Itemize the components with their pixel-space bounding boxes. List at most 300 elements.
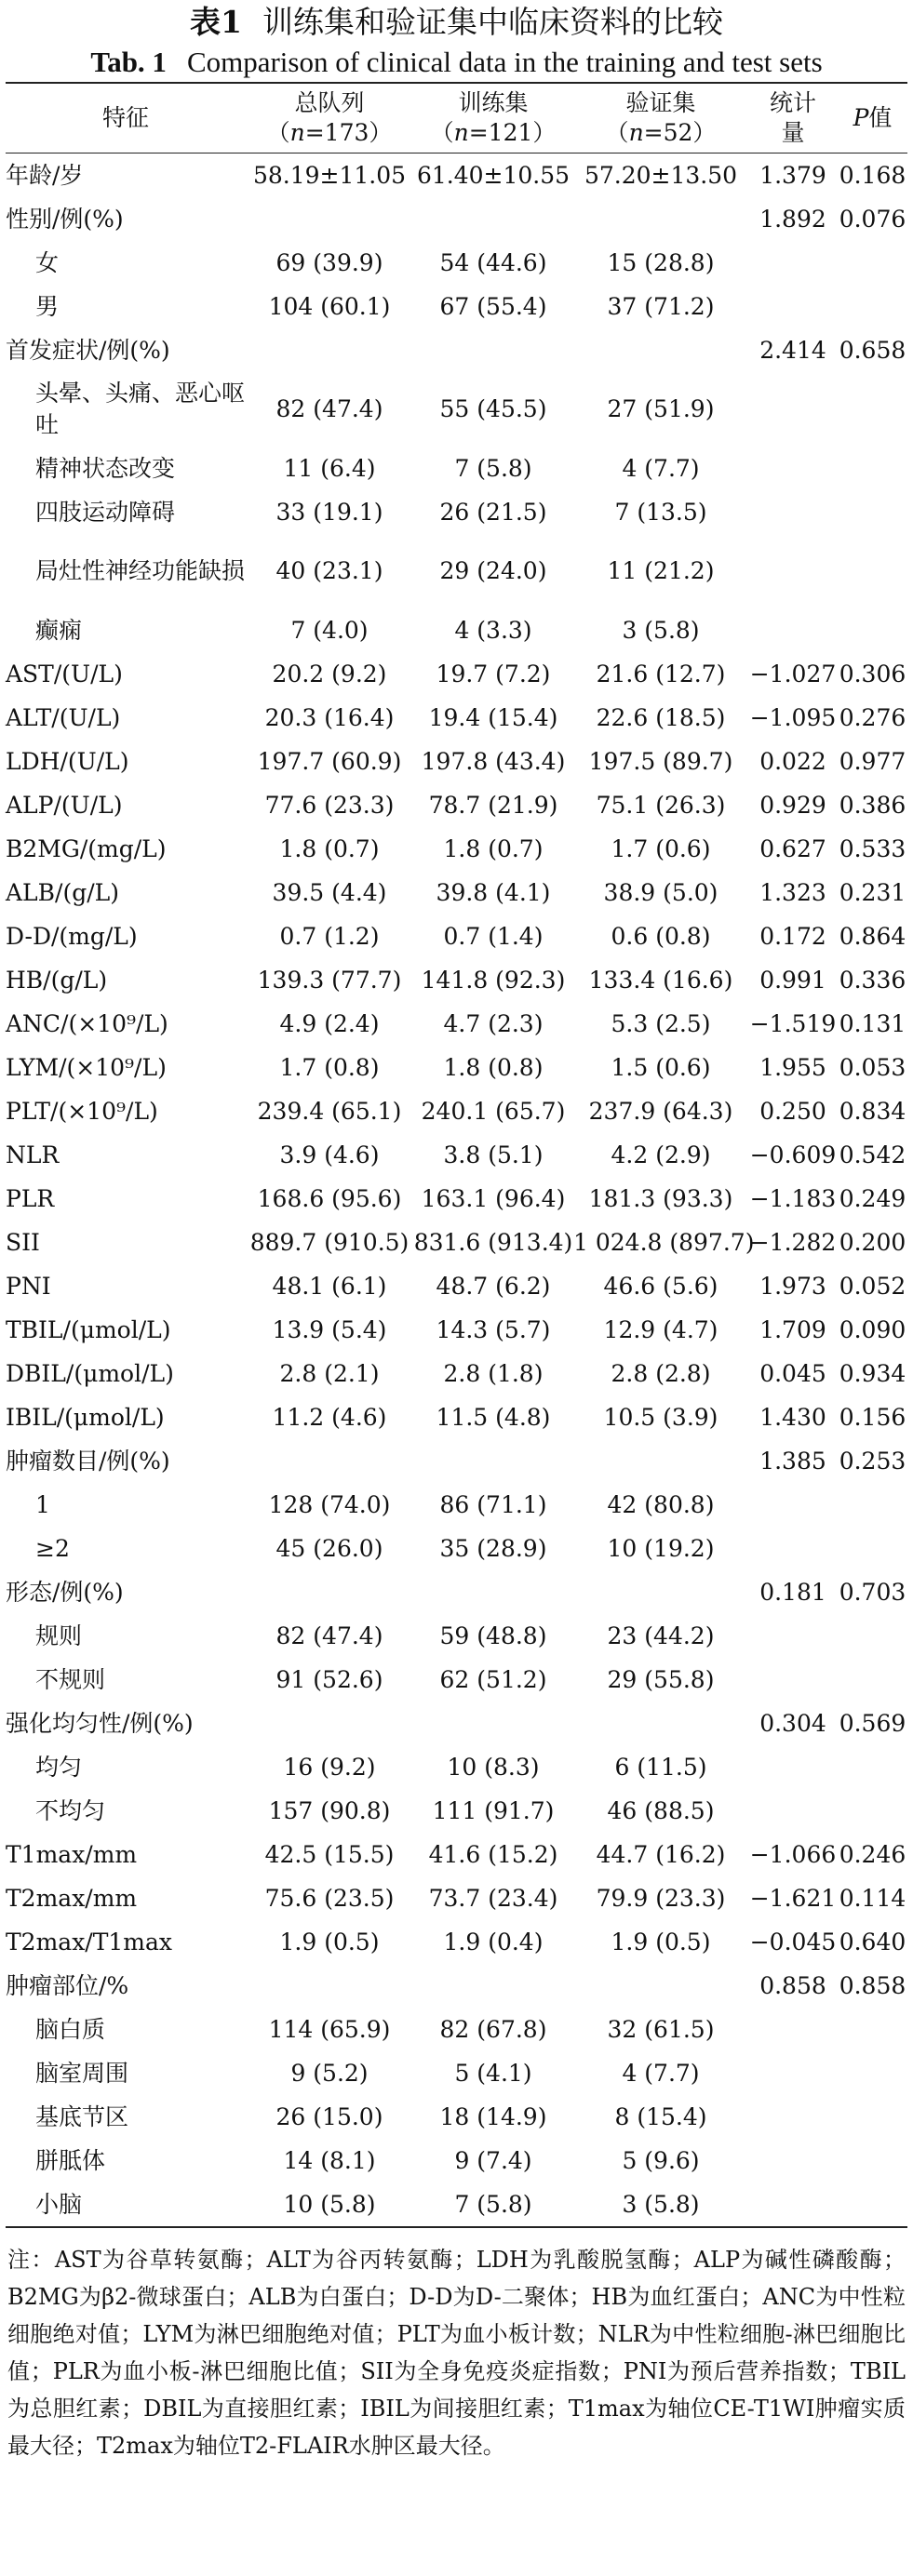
table-row (6, 1964, 907, 2008)
cell-total: 82 (47.4) (275, 395, 383, 422)
cell-p: 0.336 (839, 966, 906, 994)
cell-train: 10 (8.3) (447, 1753, 540, 1781)
cell-p: 0.569 (839, 1709, 906, 1737)
cell-stat: −1.282 (749, 1228, 837, 1256)
cell-label: 性别/例(%) (6, 205, 124, 233)
cell-p (838, 1483, 907, 1527)
table-row (6, 2139, 907, 2182)
cell-stat: −1.621 (749, 1884, 837, 1912)
header-valid (573, 83, 748, 153)
table-row (6, 1439, 907, 1483)
cell-valid: 0.6 (0.8) (611, 922, 711, 950)
cell-total: 4.9 (2.4) (279, 1009, 380, 1037)
cell-label: 肿瘤部位/% (6, 1971, 129, 1999)
cell-train: 5 (4.1) (454, 2059, 532, 2087)
cell-train: 2.8 (1.8) (443, 1359, 544, 1387)
table-row (6, 696, 907, 740)
cell-label: 精神状态改变 (35, 454, 176, 482)
table-note: 注：AST为谷草转氨酶；ALT为谷丙转氨酶；LDH为乳酸脱氢酶；ALP为碱性磷酸酶；B2MG为β2-微球蛋白；ALB为白蛋白；D-D为D-二聚体；HB为血红蛋白；ANC为中性粒细胞绝对值；LYM为淋巴细胞绝对值；PLT为血小板计数；NLR为中性粒细胞-淋巴细胞比值；PLR为血小板-淋巴细胞比值；SII为全身免疫炎症指数；PNI为预后营养指数；TBIL为总胆红素；DBIL为直接胆红素；IBIL为间接胆红素；T1max为轴位CE-T1WI肿瘤实质最大径；T2max为轴位T2-FLAIR水肿区最大径。 (7, 2247, 906, 2459)
cell-p (838, 241, 907, 285)
cell-valid: 181.3 (93.3) (588, 1184, 733, 1212)
cell-total (246, 197, 413, 241)
cell-p (838, 608, 907, 652)
table-row (6, 1570, 907, 1614)
table-row (6, 2008, 907, 2051)
header-total-n: （n=173） (266, 119, 393, 146)
table-row (6, 447, 907, 490)
cell-stat: 0.304 (759, 1709, 826, 1737)
cell-p (838, 1745, 907, 1789)
cell-total: 48.1 (6.1) (272, 1272, 387, 1300)
header-total-label: 总队列 (294, 89, 365, 116)
table-row (6, 1002, 907, 1046)
cell-train: 78.7 (21.9) (428, 791, 558, 819)
cell-p (838, 2095, 907, 2139)
cell-p: 0.076 (839, 205, 906, 233)
table-row (6, 1352, 907, 1395)
cell-valid: 29 (55.8) (607, 1665, 715, 1693)
cell-total: 3.9 (4.6) (279, 1141, 380, 1168)
cell-train: 197.8 (43.4) (421, 747, 566, 775)
cell-valid: 10 (19.2) (607, 1534, 715, 1562)
cell-total: 26 (15.0) (275, 2102, 383, 2130)
cell-p: 0.864 (839, 922, 906, 950)
table-row (6, 1702, 907, 1745)
cell-stat: 1.709 (759, 1315, 826, 1343)
table-row (6, 534, 907, 608)
cell-total: 1.9 (0.5) (279, 1928, 380, 1955)
cell-valid: 4 (7.7) (622, 454, 700, 482)
cell-stat: 1.385 (759, 1447, 826, 1475)
cell-train: 831.6 (913.4) (413, 1228, 573, 1256)
cell-label: ALT/(U/L) (6, 703, 121, 731)
cell-label: 形态/例(%) (6, 1578, 124, 1606)
cell-valid (573, 1964, 748, 2008)
cell-label: NLR (6, 1141, 60, 1168)
cell-train: 3.8 (5.1) (443, 1141, 544, 1168)
cell-label: D-D/(mg/L) (6, 922, 138, 950)
table-row (6, 2182, 907, 2227)
cell-total: 104 (60.1) (268, 292, 391, 320)
cell-label: 首发症状/例(%) (6, 336, 170, 364)
cell-p (838, 2139, 907, 2182)
cell-valid: 46 (88.5) (607, 1796, 715, 1824)
cell-stat (748, 2095, 838, 2139)
cell-label: T1max/mm (6, 1840, 138, 1868)
cell-label: ALP/(U/L) (6, 791, 123, 819)
cell-label: TBIL/(μmol/L) (6, 1315, 171, 1343)
cell-label: 女 (35, 248, 60, 276)
cell-p (838, 490, 907, 534)
cell-train: 4.7 (2.3) (443, 1009, 544, 1037)
header-p (838, 83, 907, 153)
cell-stat: −1.519 (749, 1009, 837, 1037)
cell-train: 19.7 (7.2) (436, 660, 551, 687)
cell-stat: 1.379 (759, 161, 826, 189)
cell-valid: 21.6 (12.7) (596, 660, 726, 687)
cell-label: ANC/(×10⁹/L) (6, 1009, 168, 1037)
cell-train: 240.1 (65.7) (421, 1097, 566, 1125)
cell-train: 18 (14.9) (439, 2102, 547, 2130)
cell-stat (748, 1614, 838, 1658)
cell-valid (573, 1702, 748, 1745)
cell-p: 0.253 (839, 1447, 906, 1475)
cell-total (246, 1570, 413, 1614)
cell-label: 年龄/岁 (6, 161, 84, 189)
cell-total: 16 (9.2) (283, 1753, 376, 1781)
cell-train (413, 197, 573, 241)
cell-train: 9 (7.4) (454, 2146, 532, 2174)
cell-train: 67 (55.4) (439, 292, 547, 320)
header-train-n: （n=121） (430, 119, 557, 146)
cell-p: 0.168 (839, 161, 906, 189)
cell-total: 10 (5.8) (283, 2190, 376, 2218)
header-feature: 特征 (6, 83, 246, 153)
cell-valid: 10.5 (3.9) (603, 1403, 718, 1431)
cell-label: ≥2 (35, 1534, 70, 1562)
cell-label: 不规则 (35, 1665, 106, 1693)
cell-stat: 0.627 (759, 834, 826, 862)
table-row (6, 914, 907, 958)
cell-p: 0.934 (839, 1359, 906, 1387)
table-row (6, 1789, 907, 1833)
cell-total: 114 (65.9) (268, 2015, 391, 2043)
cell-train: 82 (67.8) (439, 2015, 547, 2043)
cell-p: 0.640 (839, 1928, 906, 1955)
cell-train: 111 (91.7) (432, 1796, 555, 1824)
cell-train: 29 (24.0) (439, 557, 547, 584)
cell-total: 77.6 (23.3) (264, 791, 395, 819)
cell-p (838, 285, 907, 328)
header-valid-n: （n=52） (605, 119, 717, 146)
cell-train: 11.5 (4.8) (436, 1403, 551, 1431)
cell-train: 7 (5.8) (454, 454, 532, 482)
cell-valid: 44.7 (16.2) (596, 1840, 726, 1868)
table-caption-cn: 训练集和验证集中临床资料的比较 (262, 4, 723, 40)
cell-label: B2MG/(mg/L) (6, 834, 167, 862)
cell-valid: 133.4 (16.6) (588, 966, 733, 994)
table-row (6, 1395, 907, 1439)
table-row (6, 328, 907, 372)
cell-p: 0.703 (839, 1578, 906, 1606)
cell-valid (573, 1570, 748, 1614)
table-row (6, 1920, 907, 1964)
cell-total: 197.7 (60.9) (257, 747, 402, 775)
cell-p: 0.053 (839, 1053, 906, 1081)
cell-label: 规则 (35, 1622, 83, 1649)
table-row (6, 783, 907, 827)
cell-train: 73.7 (23.4) (428, 1884, 558, 1912)
cell-label: ALB/(g/L) (6, 878, 119, 906)
cell-total: 889.7 (910.5) (249, 1228, 410, 1256)
cell-p (838, 1658, 907, 1702)
cell-stat: 1.892 (759, 205, 826, 233)
cell-p: 0.276 (839, 703, 906, 731)
cell-stat (748, 2051, 838, 2095)
cell-total: 75.6 (23.5) (264, 1884, 395, 1912)
table-row (6, 1527, 907, 1570)
table-row (6, 871, 907, 914)
cell-valid: 197.5 (89.7) (588, 747, 733, 775)
cell-valid: 2.8 (2.8) (611, 1359, 711, 1387)
cell-stat (748, 447, 838, 490)
cell-stat: 1.973 (759, 1272, 826, 1300)
cell-train: 55 (45.5) (439, 395, 547, 422)
cell-p: 0.386 (839, 791, 906, 819)
table-title-en (6, 43, 907, 82)
table-row (6, 1046, 907, 1089)
cell-p (838, 2008, 907, 2051)
header-train-label: 训练集 (458, 89, 529, 116)
cell-p: 0.114 (839, 1884, 906, 1912)
cell-p: 0.658 (839, 336, 906, 364)
cell-train (413, 1702, 573, 1745)
header-stat: 统计量 (748, 83, 838, 153)
cell-stat: −1.095 (749, 703, 837, 731)
table-caption-en: Comparison of clinical data in the training and test sets (186, 46, 823, 78)
cell-stat (748, 241, 838, 285)
table-label-en: Tab. 1 (90, 46, 167, 78)
cell-total: 58.19±11.05 (252, 161, 407, 189)
cell-label: 肿瘤数目/例(%) (6, 1447, 170, 1475)
cell-total: 11.2 (4.6) (272, 1403, 387, 1431)
cell-train: 54 (44.6) (439, 248, 547, 276)
cell-valid: 1.9 (0.5) (611, 1928, 711, 1955)
cell-valid: 23 (44.2) (607, 1622, 715, 1649)
cell-valid: 7 (13.5) (614, 498, 707, 526)
cell-total: 33 (19.1) (275, 498, 383, 526)
cell-label: 男 (35, 292, 60, 320)
cell-label: PNI (6, 1272, 51, 1300)
cell-p: 0.542 (839, 1141, 906, 1168)
table-row (6, 1658, 907, 1702)
cell-valid: 3 (5.8) (622, 616, 700, 644)
cell-label: 局灶性神经功能缺损 (35, 557, 246, 584)
cell-train: 7 (5.8) (454, 2190, 532, 2218)
cell-p (838, 372, 907, 447)
cell-train: 61.40±10.55 (416, 161, 571, 189)
cell-train: 48.7 (6.2) (436, 1272, 551, 1300)
cell-total: 45 (26.0) (275, 1534, 383, 1562)
cell-p: 0.977 (839, 747, 906, 775)
cell-stat: 1.430 (759, 1403, 826, 1431)
cell-train: 0.7 (1.4) (443, 922, 544, 950)
cell-p: 0.306 (839, 660, 906, 687)
cell-total: 82 (47.4) (275, 1622, 383, 1649)
cell-p (838, 2051, 907, 2095)
cell-stat: 0.181 (759, 1578, 826, 1606)
cell-train: 163.1 (96.4) (421, 1184, 566, 1212)
cell-p: 0.858 (839, 1971, 906, 1999)
cell-stat (748, 2182, 838, 2227)
cell-valid (573, 197, 748, 241)
table-row (6, 1876, 907, 1920)
cell-valid: 6 (11.5) (614, 1753, 707, 1781)
cell-p (838, 447, 907, 490)
table-row (6, 1264, 907, 1308)
cell-label: 小脑 (35, 2190, 83, 2218)
cell-train: 39.8 (4.1) (436, 878, 551, 906)
table-row (6, 1483, 907, 1527)
table-row (6, 372, 907, 447)
table-row (6, 740, 907, 783)
cell-stat (748, 372, 838, 447)
cell-stat: −1.027 (749, 660, 837, 687)
cell-valid: 237.9 (64.3) (588, 1097, 733, 1125)
cell-p: 0.052 (839, 1272, 906, 1300)
table-row (6, 827, 907, 871)
cell-stat: 0.858 (759, 1971, 826, 1999)
cell-total: 14 (8.1) (283, 2146, 376, 2174)
cell-train (413, 1964, 573, 2008)
cell-label: AST/(U/L) (6, 660, 123, 687)
cell-label: PLR (6, 1184, 55, 1212)
cell-total: 11 (6.4) (283, 454, 376, 482)
cell-total: 40 (23.1) (275, 557, 383, 584)
cell-valid: 11 (21.2) (607, 557, 715, 584)
cell-total: 20.3 (16.4) (264, 703, 395, 731)
cell-valid (573, 328, 748, 372)
cell-p: 0.249 (839, 1184, 906, 1212)
cell-stat (748, 1745, 838, 1789)
cell-valid: 22.6 (18.5) (596, 703, 726, 731)
table-row (6, 1221, 907, 1264)
table-label-cn: 表1 (190, 4, 242, 40)
cell-train: 14.3 (5.7) (436, 1315, 551, 1343)
cell-valid: 4.2 (2.9) (611, 1141, 711, 1168)
cell-train: 26 (21.5) (439, 498, 547, 526)
cell-train: 4 (3.3) (454, 616, 532, 644)
cell-p: 0.533 (839, 834, 906, 862)
cell-stat: 0.172 (759, 922, 826, 950)
cell-total: 9 (5.2) (290, 2059, 369, 2087)
cell-p (838, 534, 907, 608)
cell-valid: 42 (80.8) (607, 1490, 715, 1518)
table-row (6, 1089, 907, 1133)
cell-stat (748, 1789, 838, 1833)
cell-total: 128 (74.0) (268, 1490, 391, 1518)
table-row (6, 241, 907, 285)
cell-stat: −0.045 (749, 1928, 837, 1955)
cell-label: 头晕、头痛、恶心呕吐 (35, 380, 246, 438)
cell-total: 20.2 (9.2) (272, 660, 387, 687)
cell-p: 0.246 (839, 1840, 906, 1868)
cell-stat: 1.323 (759, 878, 826, 906)
cell-train (413, 328, 573, 372)
header-total (246, 83, 413, 153)
cell-train: 141.8 (92.3) (421, 966, 566, 994)
cell-train (413, 1439, 573, 1483)
cell-train: 19.4 (15.4) (428, 703, 558, 731)
cell-total (246, 1702, 413, 1745)
cell-total: 139.3 (77.7) (257, 966, 402, 994)
cell-label: 癫痫 (35, 616, 83, 644)
cell-label: 脑白质 (35, 2015, 106, 2043)
cell-label: LDH/(U/L) (6, 747, 129, 775)
cell-p (838, 1789, 907, 1833)
cell-stat: 1.955 (759, 1053, 826, 1081)
header-p-label: P值 (853, 104, 893, 131)
cell-train: 62 (51.2) (439, 1665, 547, 1693)
cell-label: 胼胝体 (35, 2146, 106, 2174)
cell-p: 0.231 (839, 878, 906, 906)
cell-label: PLT/(×10⁹/L) (6, 1097, 158, 1125)
table-row (6, 1745, 907, 1789)
cell-total: 91 (52.6) (275, 1665, 383, 1693)
cell-label: T2max/mm (6, 1884, 138, 1912)
cell-valid: 57.20±13.50 (584, 161, 738, 189)
cell-stat: −1.183 (749, 1184, 837, 1212)
cell-total: 157 (90.8) (268, 1796, 391, 1824)
cell-train: 1.8 (0.8) (443, 1053, 544, 1081)
table-header-row (6, 83, 907, 153)
cell-total: 7 (4.0) (290, 616, 369, 644)
cell-train: 1.9 (0.4) (443, 1928, 544, 1955)
cell-p (838, 1614, 907, 1658)
table-row (6, 1833, 907, 1876)
cell-total: 0.7 (1.2) (279, 922, 380, 950)
table-row (6, 1614, 907, 1658)
cell-valid: 46.6 (5.6) (603, 1272, 718, 1300)
cell-label: HB/(g/L) (6, 966, 108, 994)
table-row (6, 608, 907, 652)
cell-label: DBIL/(μmol/L) (6, 1359, 174, 1387)
cell-label: 1 (35, 1490, 50, 1518)
cell-total: 1.7 (0.8) (279, 1053, 380, 1081)
cell-label: LYM/(×10⁹/L) (6, 1053, 167, 1081)
cell-total (246, 1439, 413, 1483)
cell-valid: 1 024.8 (897.7) (573, 1228, 755, 1256)
cell-p (838, 1527, 907, 1570)
cell-valid: 15 (28.8) (607, 248, 715, 276)
cell-stat (748, 1483, 838, 1527)
cell-train: 86 (71.1) (439, 1490, 547, 1518)
cell-valid: 32 (61.5) (607, 2015, 715, 2043)
cell-label: 脑室周围 (35, 2059, 129, 2087)
cell-valid: 75.1 (26.3) (596, 791, 726, 819)
cell-stat: 0.250 (759, 1097, 826, 1125)
cell-label: 四肢运动障碍 (35, 498, 176, 526)
header-valid-label: 验证集 (625, 89, 696, 116)
header-train (413, 83, 573, 153)
cell-label: 强化均匀性/例(%) (6, 1709, 194, 1737)
cell-valid: 37 (71.2) (607, 292, 715, 320)
cell-label: 不均匀 (35, 1796, 106, 1824)
cell-p: 0.200 (839, 1228, 906, 1256)
table-row (6, 490, 907, 534)
cell-valid: 38.9 (5.0) (603, 878, 718, 906)
table-row (6, 197, 907, 241)
table-body (6, 153, 907, 2228)
cell-valid: 12.9 (4.7) (603, 1315, 718, 1343)
cell-valid: 4 (7.7) (622, 2059, 700, 2087)
cell-stat: 0.991 (759, 966, 826, 994)
cell-total: 13.9 (5.4) (272, 1315, 387, 1343)
cell-valid: 5 (9.6) (622, 2146, 700, 2174)
cell-p: 0.834 (839, 1097, 906, 1125)
cell-stat (748, 1658, 838, 1702)
cell-label: T2max/T1max (6, 1928, 173, 1955)
cell-train: 1.8 (0.7) (443, 834, 544, 862)
cell-stat: −0.609 (749, 1141, 837, 1168)
cell-train: 35 (28.9) (439, 1534, 547, 1562)
cell-stat (748, 490, 838, 534)
table-row (6, 958, 907, 1002)
cell-valid: 79.9 (23.3) (596, 1884, 726, 1912)
cell-stat: 0.929 (759, 791, 826, 819)
cell-total: 69 (39.9) (275, 248, 383, 276)
cell-train (413, 1570, 573, 1614)
